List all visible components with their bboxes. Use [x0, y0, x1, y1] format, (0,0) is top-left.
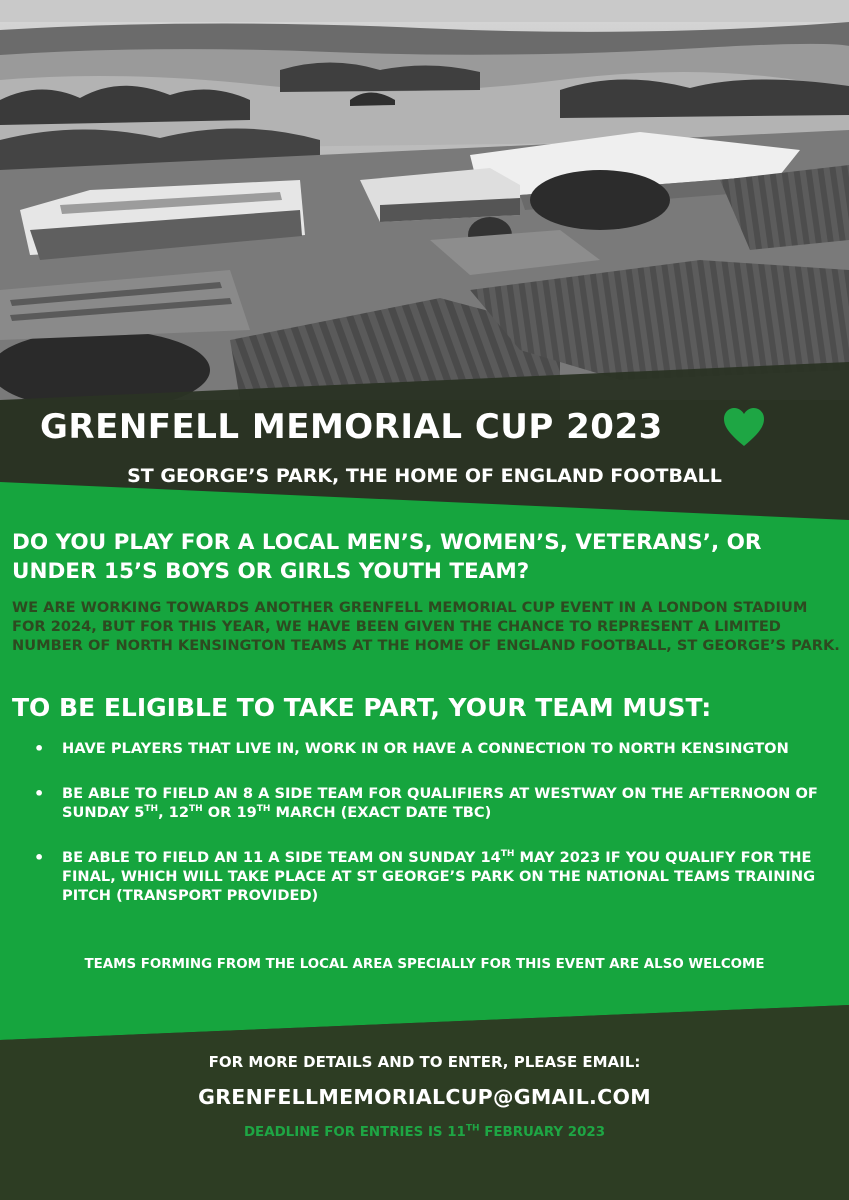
criteria-text: BE ABLE TO FIELD AN 11 A SIDE TEAM ON SUNDAY 14 [62, 849, 501, 866]
welcome-note: TEAMS FORMING FROM THE LOCAL AREA SPECIALLY FOR THIS EVENT ARE ALSO WELCOME [84, 957, 765, 972]
ordinal-suffix: TH [500, 849, 515, 860]
ordinal-suffix: TH [189, 804, 203, 815]
ordinal-suffix: TH [256, 804, 271, 815]
main-question: DO YOU PLAY FOR A LOCAL MEN’S, WOMEN’S, VETERANS’, OR UNDER 15’S BOYS OR GIRLS YOUTH TEAM? [12, 530, 762, 584]
bullet: • [34, 784, 45, 803]
bullet: • [34, 739, 45, 758]
deadline-part: FEBRUARY 2023 [479, 1125, 606, 1140]
bullet: • [34, 848, 45, 867]
contact-email-link[interactable]: GRENFELLMEMORIALCUP@GMAIL.COM [198, 1085, 651, 1109]
ordinal-suffix: TH [144, 804, 159, 815]
ordinal-suffix: TH [465, 1123, 480, 1134]
criteria-text: , 12 [158, 804, 189, 821]
criteria-list [34, 736, 834, 905]
more-details-text: FOR MORE DETAILS AND TO ENTER, PLEASE EMAIL: [208, 1053, 641, 1071]
criteria-item [34, 739, 834, 758]
page-title: GRENFELL MEMORIAL CUP 2023 [40, 407, 663, 447]
criteria-text: BE ABLE TO FIELD AN 8 A SIDE TEAM FOR QUALIFIERS AT WESTWAY ON THE AFTERNOON OF SUNDAY 5 [62, 785, 818, 821]
criteria-item [34, 848, 834, 905]
deadline-part: DEADLINE FOR ENTRIES IS 11 [243, 1125, 466, 1140]
intro-paragraph: WE ARE WORKING TOWARDS ANOTHER GRENFELL MEMORIAL CUP EVENT IN A LONDON STADIUM FOR 2024, BUT FOR THIS YEAR, WE HAVE BEEN GIVEN THE CHANCE TO REPRESENT A LIMITED NUMBER OF NORTH KENSINGTON TEAMS AT THE HOME OF ENGLAND FOOTBALL, ST GEORGE’S PARK. [12, 599, 840, 654]
venue-subtitle: ST GEORGE’S PARK, THE HOME OF ENGLAND FOOTBALL [127, 465, 722, 487]
criteria-text: MARCH (EXACT DATE TBC) [270, 804, 492, 821]
deadline-text [0, 1123, 849, 1143]
criteria-text: MAY 2023 IF YOU QUALIFY FOR THE FINAL, WHICH WILL TAKE PLACE AT ST GEORGE’S PARK ON THE NATIONAL TEAMS TRAINING PITCH (TRANSPORT PROVIDED) [62, 849, 816, 904]
heart-icon [722, 406, 766, 448]
criteria-text: HAVE PLAYERS THAT LIVE IN, WORK IN OR HAVE A CONNECTION TO NORTH KENSINGTON [62, 740, 789, 757]
criteria-text: OR 19 [202, 804, 257, 821]
eligibility-heading: TO BE ELIGIBLE TO TAKE PART, YOUR TEAM MUST: [12, 693, 712, 722]
criteria-item [34, 784, 834, 822]
